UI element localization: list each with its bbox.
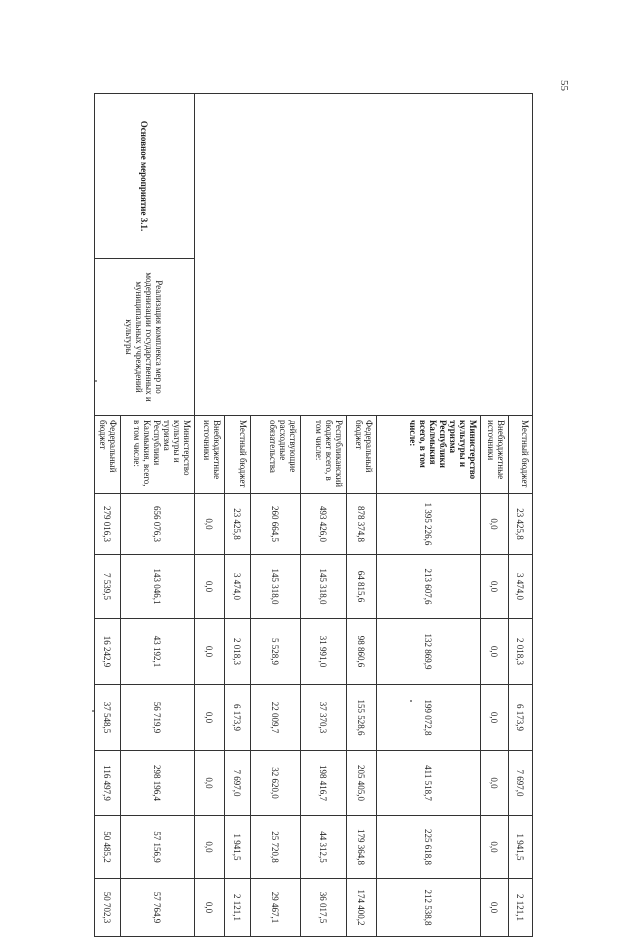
value-cell: 0,0 [481, 619, 509, 685]
value-cell: 98 860,6 [347, 619, 377, 685]
value-cell: 225 618,8 [377, 816, 481, 879]
value-cell: 64 815,6 [347, 555, 377, 619]
value-cell: 0,0 [195, 494, 225, 555]
event-name: Реализация комплекса мер по модернизации государственных и муниципальных учреждений культуры [124, 272, 165, 402]
empty-cell [195, 94, 533, 416]
value-cell: 6 173,9 [509, 685, 533, 751]
value-cell: 29 467,1 [251, 879, 301, 937]
value-cell: 0,0 [195, 879, 225, 937]
value-cell: 57 764,9 [121, 879, 195, 937]
event-cell [95, 94, 195, 416]
value-cell: 0,0 [481, 879, 509, 937]
value-cell: 132 869,9 [377, 619, 481, 685]
value-cell: 5 528,9 [251, 619, 301, 685]
value-cell: 7 697,0 [225, 751, 251, 816]
value-cell: 205 405,0 [347, 751, 377, 816]
value-cell: 37 548,5 [95, 685, 121, 751]
value-cell: 0,0 [481, 751, 509, 816]
event-title: Основное мероприятие 3.1. [95, 94, 194, 259]
value-cell: 0,0 [481, 555, 509, 619]
value-cell: 0,0 [195, 751, 225, 816]
value-cell: 179 364,8 [347, 816, 377, 879]
source-cell: действующие расходные обязательства [251, 416, 301, 494]
source-cell: Федеральный бюджет [95, 416, 121, 494]
value-cell: 56 719,9 [121, 685, 195, 751]
value-cell: 7 539,5 [95, 555, 121, 619]
value-cell: 50 702,3 [95, 879, 121, 937]
source-cell: Республиканский бюджет всего, в том числе: [301, 416, 347, 494]
value-cell: 0,0 [481, 816, 509, 879]
table-row [509, 94, 533, 937]
source-cell: Внебюджетные источники [195, 416, 225, 494]
value-cell: 37 370,3 [301, 685, 347, 751]
value-cell: 25 720,8 [251, 816, 301, 879]
value-cell: 2 121,1 [509, 879, 533, 937]
value-cell: 213 607,6 [377, 555, 481, 619]
source-cell: Федеральный бюджет [347, 416, 377, 494]
value-cell: 36 017,5 [301, 879, 347, 937]
value-cell: 199 072,8 [377, 685, 481, 751]
source-cell: Министерство культуры и туризма Республики Калмыкия, всего, в том числе: [121, 416, 195, 494]
source-cell: Местный бюджет [509, 416, 533, 494]
value-cell: 493 426,0 [301, 494, 347, 555]
value-cell: 1 941,5 [225, 816, 251, 879]
budget-table-rotated [95, 93, 533, 926]
value-cell: 0,0 [195, 555, 225, 619]
value-cell: 0,0 [195, 816, 225, 879]
value-cell: 0,0 [195, 619, 225, 685]
value-cell: 260 664,5 [251, 494, 301, 555]
source-cell: Внебюджетные источники [481, 416, 509, 494]
value-cell: 656 076,3 [121, 494, 195, 555]
value-cell: 1 395 226,6 [377, 494, 481, 555]
value-cell: 116 497,9 [95, 751, 121, 816]
value-cell: 2 018,3 [225, 619, 251, 685]
value-cell: 57 156,9 [121, 816, 195, 879]
value-cell: 44 312,5 [301, 816, 347, 879]
value-cell: 155 528,6 [347, 685, 377, 751]
value-cell: 0,0 [195, 685, 225, 751]
source-cell: Местный бюджет [225, 416, 251, 494]
value-cell: 878 374,8 [347, 494, 377, 555]
value-cell: 145 318,0 [301, 555, 347, 619]
value-cell: 411 518,7 [377, 751, 481, 816]
value-cell: 1 941,5 [509, 816, 533, 879]
budget-table [94, 93, 533, 937]
value-cell: 212 538,8 [377, 879, 481, 937]
value-cell: 2 121,1 [225, 879, 251, 937]
value-cell: 22 009,7 [251, 685, 301, 751]
value-cell: 7 697,0 [509, 751, 533, 816]
value-cell: 50 485,2 [95, 816, 121, 879]
value-cell: 198 416,7 [301, 751, 347, 816]
value-cell: 23 425,8 [225, 494, 251, 555]
value-cell: 31 991,0 [301, 619, 347, 685]
value-cell: 145 318,0 [251, 555, 301, 619]
value-cell: 279 016,3 [95, 494, 121, 555]
scan-speck [95, 380, 97, 382]
value-cell: 0,0 [481, 685, 509, 751]
scan-speck [410, 700, 412, 702]
value-cell: 143 046,1 [121, 555, 195, 619]
value-cell: 3 474,0 [225, 555, 251, 619]
value-cell: 32 620,0 [251, 751, 301, 816]
page-number: 55 [558, 80, 570, 91]
value-cell: 0,0 [481, 494, 509, 555]
value-cell: 3 474,0 [509, 555, 533, 619]
value-cell: 2 018,3 [509, 619, 533, 685]
value-cell: 298 196,4 [121, 751, 195, 816]
scan-speck [92, 710, 94, 712]
value-cell: 174 400,2 [347, 879, 377, 937]
source-cell: Министерство культуры и туризма Республики Калмыкия всего, в том числе: [377, 416, 481, 494]
value-cell: 23 425,8 [509, 494, 533, 555]
table-row [121, 94, 195, 937]
value-cell: 16 242,9 [95, 619, 121, 685]
value-cell: 6 173,9 [225, 685, 251, 751]
value-cell: 43 192,1 [121, 619, 195, 685]
